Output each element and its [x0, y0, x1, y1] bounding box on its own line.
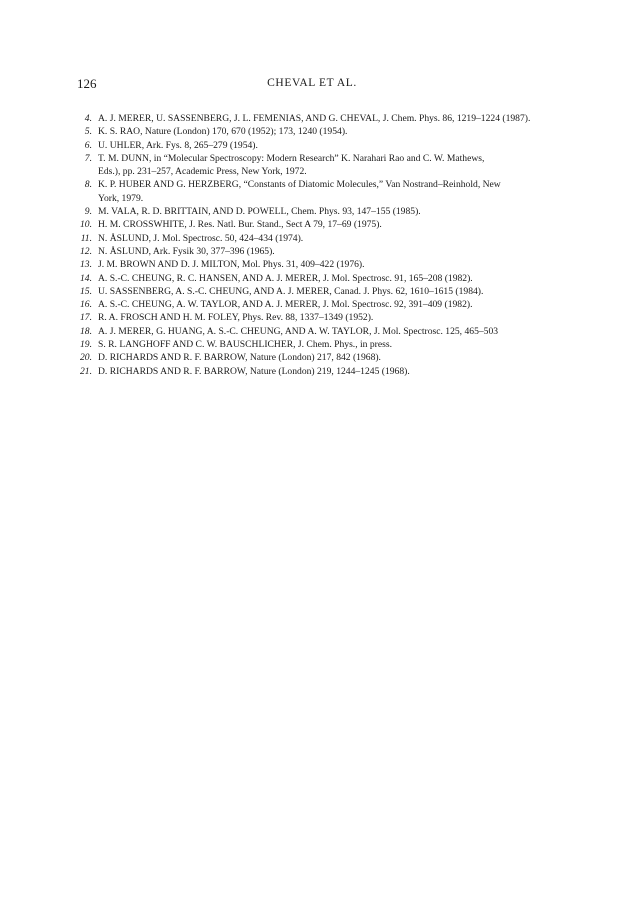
- reference-text: D. RICHARDS AND R. F. BARROW, Nature (London) 217, 842 (1968).: [98, 352, 381, 364]
- reference-item: [77, 351, 547, 364]
- reference-item: [77, 205, 547, 218]
- reference-text: K. S. RAO, Nature (London) 170, 670 (1952); 173, 1240 (1954).: [98, 126, 348, 138]
- reference-number: 8.: [84, 179, 92, 191]
- reference-item: [77, 311, 547, 324]
- reference-text: N. ÅSLUND, J. Mol. Spectrosc. 50, 424–434 (1974).: [98, 232, 304, 244]
- reference-text: A. S.-C. CHEUNG, A. W. TAYLOR, AND A. J. MERER, J. Mol. Spectrosc. 92, 391–409 (1982).: [98, 299, 473, 311]
- reference-number: 15.: [80, 285, 92, 297]
- reference-item: [77, 285, 547, 298]
- reference-item: [77, 218, 547, 231]
- reference-number: 21.: [80, 365, 92, 377]
- reference-item: [77, 232, 547, 245]
- reference-number: 14.: [80, 272, 92, 284]
- reference-text: A. J. MERER, G. HUANG, A. S.-C. CHEUNG, AND A. W. TAYLOR, J. Mol. Spectrosc. 125, 465–503: [98, 325, 499, 337]
- reference-item: [77, 258, 547, 271]
- reference-item: [77, 112, 547, 125]
- reference-item: [77, 338, 547, 351]
- reference-number: 11.: [80, 232, 92, 244]
- reference-item: [77, 365, 547, 378]
- reference-number: 9.: [84, 206, 92, 218]
- page-number: 126: [77, 76, 97, 91]
- reference-list: [77, 112, 547, 378]
- reference-number: 20.: [80, 352, 92, 364]
- reference-text: D. RICHARDS AND R. F. BARROW, Nature (London) 219, 1244–1245 (1968).: [98, 365, 410, 377]
- running-title: CHEVAL ET AL.: [267, 77, 357, 89]
- reference-text: N. ÅSLUND, Ark. Fysik 30, 377–396 (1965).: [98, 245, 275, 257]
- reference-number: 16.: [80, 299, 92, 311]
- reference-text: A. S.-C. CHEUNG, R. C. HANSEN, AND A. J. MERER, J. Mol. Spectrosc. 91, 165–208 (1982).: [98, 272, 473, 284]
- reference-text: S. R. LANGHOFF AND C. W. BAUSCHLICHER, J. Chem. Phys., in press.: [98, 339, 392, 351]
- reference-number: 7.: [84, 152, 92, 164]
- reference-item: [77, 139, 547, 152]
- reference-text-continued: Eds.), pp. 231–257, Academic Press, New York, 1972.: [98, 166, 307, 178]
- reference-item: [77, 125, 547, 138]
- reference-item: [77, 325, 547, 338]
- reference-text: T. M. DUNN, in “Molecular Spectroscopy: Modern Research” K. Narahari Rao and C. W. Mathews,: [98, 152, 485, 164]
- reference-text-continued: York, 1979.: [98, 192, 144, 204]
- reference-text: K. P. HUBER AND G. HERZBERG, “Constants of Diatomic Molecules,” Van Nostrand–Reinhold, New: [98, 179, 501, 191]
- reference-number: 17.: [80, 312, 92, 324]
- reference-item: [77, 178, 547, 205]
- reference-item: [77, 152, 547, 179]
- reference-number: 13.: [80, 259, 92, 271]
- reference-number: 19.: [80, 339, 92, 351]
- reference-text: U. SASSENBERG, A. S.-C. CHEUNG, AND A. J. MERER, Canad. J. Phys. 62, 1610–1615 (1984).: [98, 285, 484, 297]
- reference-number: 18.: [80, 325, 92, 337]
- reference-text: R. A. FROSCH AND H. M. FOLEY, Phys. Rev. 88, 1337–1349 (1952).: [98, 312, 374, 324]
- reference-number: 10.: [80, 219, 92, 231]
- reference-number: 12.: [80, 245, 92, 257]
- reference-text: U. UHLER, Ark. Fys. 8, 265–279 (1954).: [98, 139, 258, 151]
- reference-number: 5.: [84, 126, 92, 138]
- reference-number: 6.: [84, 139, 92, 151]
- reference-item: [77, 245, 547, 258]
- reference-text: H. M. CROSSWHITE, J. Res. Natl. Bur. Stand., Sect A 79, 17–69 (1975).: [98, 219, 382, 231]
- reference-item: [77, 272, 547, 285]
- reference-text: J. M. BROWN AND D. J. MILTON, Mol. Phys. 31, 409–422 (1976).: [98, 259, 365, 271]
- reference-text: M. VALA, R. D. BRITTAIN, AND D. POWELL, Chem. Phys. 93, 147–155 (1985).: [98, 206, 421, 218]
- reference-text: A. J. MERER, U. SASSENBERG, J. L. FEMENIAS, AND G. CHEVAL, J. Chem. Phys. 86, 1219–1224 (1987).: [98, 113, 531, 124]
- reference-number: 4.: [84, 113, 92, 124]
- reference-item: [77, 298, 547, 311]
